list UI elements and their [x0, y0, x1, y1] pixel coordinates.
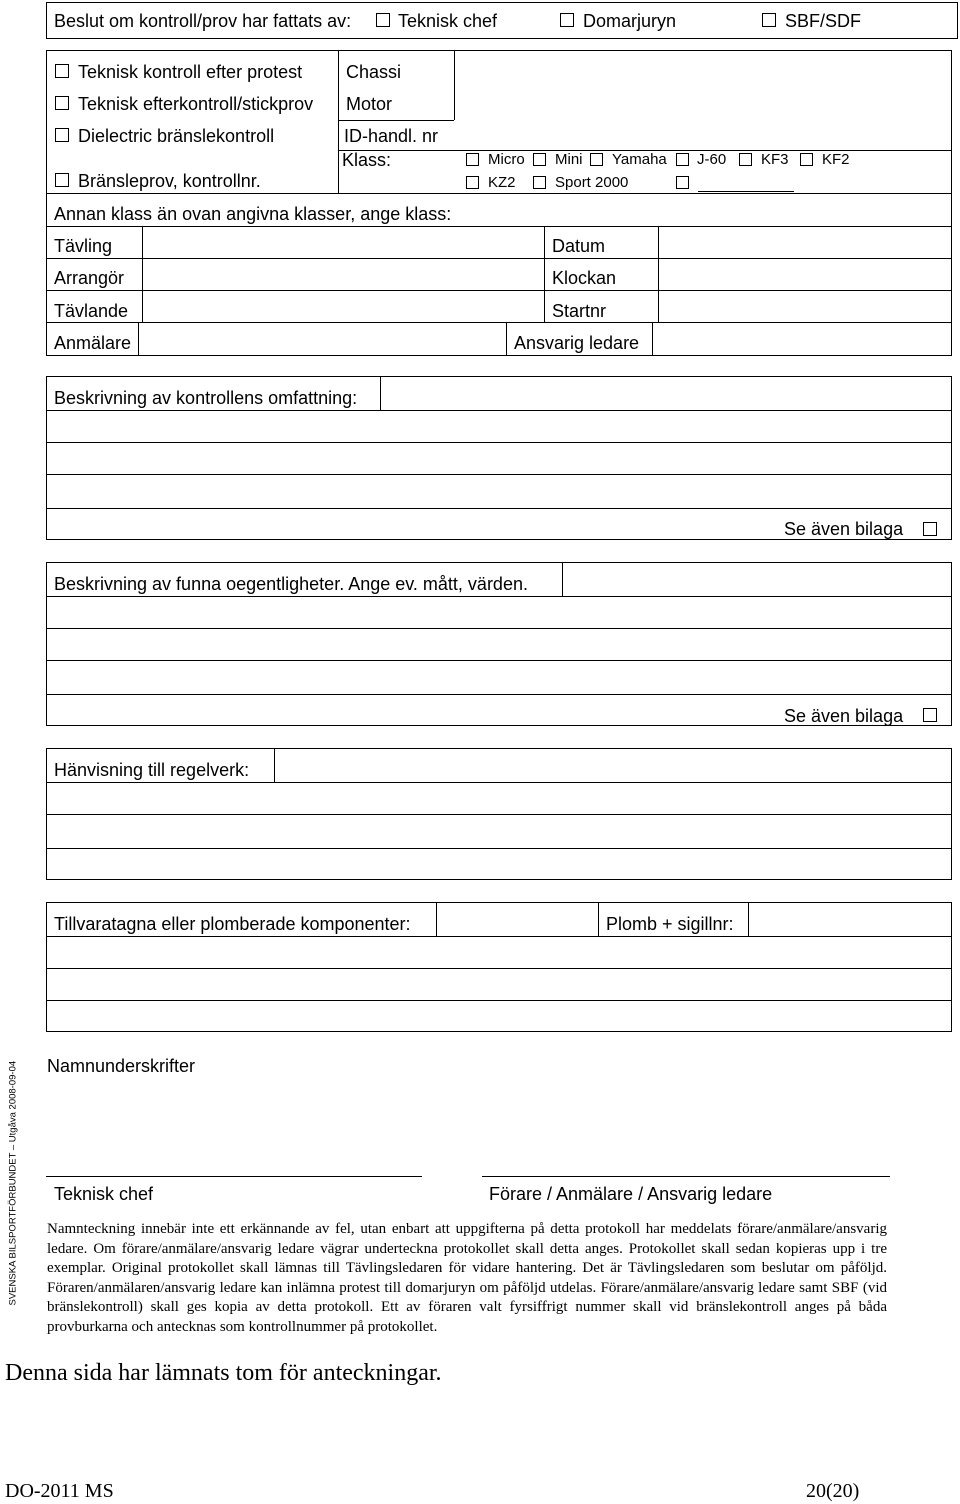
findings-label: Beskrivning av funna oegentligheter. Ange ev. mått, värden.	[54, 574, 528, 594]
anmalare-label: Anmälare	[54, 333, 132, 353]
components-label-divider	[436, 902, 437, 936]
description-label: Beskrivning av kontrollens omfattning:	[54, 388, 358, 408]
signatures-heading: Namnunderskrifter	[47, 1056, 196, 1076]
arrangor-row-top	[46, 258, 952, 259]
blank-page-note: Denna sida har lämnats tom för anteckningar.	[5, 1360, 442, 1386]
class-mini: Mini	[555, 151, 583, 168]
footer-page-number: 20(20)	[806, 1480, 860, 1502]
components-line-3[interactable]	[46, 1000, 952, 1001]
checkbox-bransleprov[interactable]	[55, 173, 69, 187]
components-line-2[interactable]	[46, 968, 952, 969]
checkbox-efterkontroll[interactable]	[55, 96, 69, 110]
decision-label: Beslut om kontroll/prov har fattats av:	[54, 11, 352, 31]
event-left-divider-2	[138, 322, 139, 356]
side-publisher-text: SVENSKA BILSPORTFÖRBUNDET – Utgåva 2008-09-04	[7, 1060, 19, 1306]
id-row-top	[338, 120, 454, 121]
findings-label-divider	[562, 562, 563, 596]
checkbox-class-j60[interactable]	[676, 153, 689, 166]
description-line-2[interactable]	[46, 442, 952, 443]
class-yamaha: Yamaha	[612, 151, 667, 168]
anmalare-row-top	[46, 322, 952, 323]
checkbox-sbf-sdf[interactable]	[762, 13, 776, 27]
tavlande-row-top	[46, 290, 952, 291]
seal-label: Plomb + sigillnr:	[606, 914, 734, 934]
option-domarjuryn: Domarjuryn	[583, 11, 677, 31]
checkbox-class-kf2[interactable]	[800, 153, 813, 166]
signature-note: Namnteckning innebär inte ett erkännande av fel, utan enbart att uppgifterna på detta protokoll har meddelats förare/anmälare/ansvarig ledare. Om förare/anmälare/ansvarig ledare vägrar underteckna protokollet skall detta anges. Protokollet skall sedan kopieras upp i tre exemplar. Original protokollet skall lämnas till Tävlingsledaren för vidare hantering. Det är Tävlingsledaren som beslutar om påföljd. Föraren/anmälaren/ansvarig ledare kan inlämna protest till domarjuryn om påföljd utdelas. Förare/anmälare/ansvarig ledare samt SBF (vid bränslekontroll) skall ges kopia av detta protokoll. Ett av föraren valt fyrsiffrigt nummer skall vid bränslekontroll anges på båda provburkarna och antecknas som kontrollnummer på protokollet.	[47, 1221, 887, 1335]
rules-label: Hänvisning till regelverk:	[54, 760, 250, 780]
event-mid-divider-2	[506, 322, 507, 356]
signature-line-teknisk-chef[interactable]	[46, 1176, 422, 1177]
class-micro: Micro	[488, 151, 525, 168]
chassi-label: Chassi	[346, 62, 402, 82]
tavling-label: Tävling	[54, 236, 113, 256]
class-kz2: KZ2	[488, 174, 516, 191]
ansvarig-ledare-label: Ansvarig ledare	[514, 333, 640, 353]
control-type-label-4: Bränsleprov, kontrollnr.	[78, 171, 261, 191]
signature-label-forare: Förare / Anmälare / Ansvarig ledare	[489, 1184, 773, 1204]
control-divider	[338, 50, 339, 193]
checkbox-class-other[interactable]	[676, 176, 689, 189]
annan-klass-row-top	[46, 193, 952, 194]
checkbox-class-mini[interactable]	[533, 153, 546, 166]
tavling-row-top	[46, 226, 952, 227]
rules-line-1[interactable]	[46, 782, 952, 783]
seal-label-divider	[748, 902, 749, 936]
findings-line-4[interactable]	[46, 694, 952, 695]
klockan-label: Klockan	[552, 268, 617, 288]
event-right-divider-1	[658, 226, 659, 322]
findings-see-attachment: Se även bilaga	[784, 706, 904, 726]
datum-label: Datum	[552, 236, 606, 256]
option-sbf-sdf: SBF/SDF	[785, 11, 862, 31]
signature-label-teknisk-chef: Teknisk chef	[54, 1184, 154, 1204]
class-kf3: KF3	[761, 151, 789, 168]
option-teknisk-chef: Teknisk chef	[398, 11, 498, 31]
class-kf2: KF2	[822, 151, 850, 168]
rules-line-3[interactable]	[46, 848, 952, 849]
event-left-divider-1	[142, 226, 143, 322]
rules-line-2[interactable]	[46, 814, 952, 815]
description-label-divider	[380, 376, 381, 410]
control-type-label-2: Teknisk efterkontroll/stickprov	[78, 94, 314, 114]
checkbox-teknisk-chef[interactable]	[376, 13, 390, 27]
chassi-motor-divider	[454, 50, 455, 120]
signature-line-forare[interactable]	[482, 1176, 890, 1177]
class-other-underline[interactable]	[698, 191, 794, 192]
motor-label: Motor	[346, 94, 393, 114]
checkbox-domarjuryn[interactable]	[560, 13, 574, 27]
findings-line-3[interactable]	[46, 660, 952, 661]
footer-doc-id: DO-2011 MS	[5, 1480, 114, 1502]
description-see-attachment: Se även bilaga	[784, 519, 904, 539]
checkbox-class-sport2000[interactable]	[533, 176, 546, 189]
startnr-label: Startnr	[552, 301, 607, 321]
description-line-4[interactable]	[46, 508, 952, 509]
findings-line-2[interactable]	[46, 628, 952, 629]
description-line-1[interactable]	[46, 410, 952, 411]
components-label: Tillvaratagna eller plomberade komponenter:	[54, 914, 411, 934]
rules-label-divider	[274, 748, 275, 782]
checkbox-findings-attachment[interactable]	[923, 708, 937, 722]
seal-left-divider	[598, 902, 599, 936]
checkbox-class-yamaha[interactable]	[590, 153, 603, 166]
arrangor-label: Arrangör	[54, 268, 125, 288]
event-mid-divider-1	[544, 226, 545, 322]
checkbox-class-kz2[interactable]	[466, 176, 479, 189]
klass-label: Klass:	[342, 150, 392, 170]
class-j60: J-60	[697, 151, 727, 168]
class-sport2000: Sport 2000	[555, 174, 629, 191]
checkbox-teknisk-kontroll[interactable]	[55, 64, 69, 78]
tavlande-label: Tävlande	[54, 301, 129, 321]
checkbox-class-micro[interactable]	[466, 153, 479, 166]
findings-line-1[interactable]	[46, 596, 952, 597]
event-right-divider-2	[652, 322, 653, 356]
checkbox-class-kf3[interactable]	[739, 153, 752, 166]
description-line-3[interactable]	[46, 474, 952, 475]
annan-klass-label: Annan klass än ovan angivna klasser, ange klass:	[54, 204, 452, 224]
control-type-label-1: Teknisk kontroll efter protest	[78, 62, 303, 82]
components-line-1[interactable]	[46, 936, 952, 937]
checkbox-description-attachment[interactable]	[923, 522, 937, 536]
decision-row-extension	[880, 2, 958, 3]
id-label: ID-handl. nr	[344, 126, 439, 146]
control-type-label-3: Dielectric bränslekontroll	[78, 126, 275, 146]
checkbox-dielectric[interactable]	[55, 128, 69, 142]
